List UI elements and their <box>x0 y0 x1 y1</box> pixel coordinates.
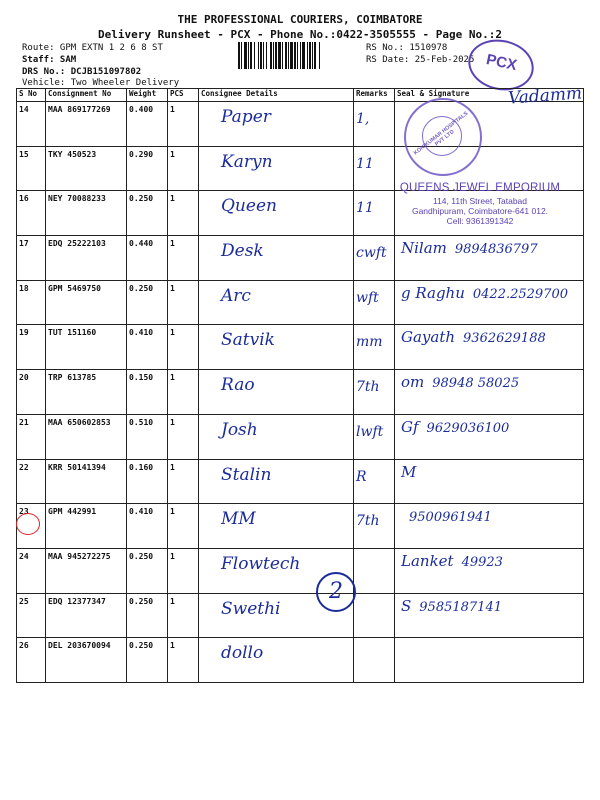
row-sno: 24 <box>17 548 46 593</box>
row-remarks-cell <box>354 638 395 683</box>
row-sno: 21 <box>17 414 46 459</box>
row-consignment-no: GPM 5469750 <box>46 280 127 325</box>
row-consignee-handwritten: Paper <box>221 107 271 127</box>
row-signature-cell <box>395 414 584 459</box>
runsheet-subtitle: Delivery Runsheet - PCX - Phone No.:0422-3505555 - Page No.:2 <box>98 28 502 41</box>
row-remarks-cell <box>354 102 395 147</box>
barcode-image <box>238 42 360 69</box>
row-pcs: 1 <box>168 102 199 147</box>
red-circle-mark <box>16 513 40 535</box>
row-signature-cell <box>395 459 584 504</box>
row-consignment-no: GPM 442991 <box>46 504 127 549</box>
drs-number: DRS No.: DCJB151097802 <box>22 67 142 77</box>
row-remark-handwritten: 7th <box>356 513 380 530</box>
queens-stamp-address1: 114, 11th Street, Tatabad <box>432 196 528 206</box>
row-phone-handwritten: 98948 58025 <box>432 376 520 392</box>
row-consignee-cell <box>199 370 354 415</box>
row-signature: Nilam <box>401 239 447 258</box>
row-consignment-no: DEL 203670094 <box>46 638 127 683</box>
queens-stamp-cell: Cell: 9361391342 <box>446 216 514 226</box>
row-weight: 0.250 <box>127 191 168 236</box>
table-row <box>17 459 584 504</box>
queens-stamp-address2: Gandhipuram, Coimbatore-641 012. <box>411 206 549 216</box>
row-phone-handwritten: 9500961941 <box>409 510 492 526</box>
row-consignee-cell <box>199 325 354 370</box>
row-weight: 0.250 <box>127 638 168 683</box>
rs-number: RS No.: 1510978 <box>366 43 448 53</box>
row-sno: 19 <box>17 325 46 370</box>
row-remarks-cell <box>354 325 395 370</box>
col-consignment: Consignment No <box>46 89 127 102</box>
row-consignee-handwritten: Desk <box>221 241 264 262</box>
row-phone-handwritten: 9585187141 <box>419 599 502 615</box>
row-consignee-cell <box>199 146 354 191</box>
row-consignee-cell <box>199 638 354 683</box>
circled-two-text: 2 <box>329 579 343 604</box>
row-consignee-handwritten: MM <box>221 509 256 530</box>
row-pcs: 1 <box>168 370 199 415</box>
row-remarks-cell <box>354 459 395 504</box>
row-remark-handwritten: mm <box>356 334 383 351</box>
row-remarks-cell <box>354 236 395 281</box>
row-consignee-cell <box>199 280 354 325</box>
row-consignee-handwritten: Rao <box>221 375 255 396</box>
row-remarks-cell <box>354 414 395 459</box>
row-pcs: 1 <box>168 504 199 549</box>
row-sno: 17 <box>17 236 46 281</box>
staff-label: Staff: SAM <box>22 55 77 65</box>
row-remark-handwritten: lwft <box>356 423 384 440</box>
row-signature: Lanket <box>401 551 454 570</box>
table-row <box>17 638 584 683</box>
row-consignment-no: MAA 869177269 <box>46 102 127 147</box>
row-consignment-no: MAA 945272275 <box>46 548 127 593</box>
row-signature: g Raghu <box>401 283 465 302</box>
row-consignee-handwritten: Karyn <box>221 151 273 172</box>
row-consignment-no: TRP 613785 <box>46 370 127 415</box>
row-sno: 26 <box>17 638 46 683</box>
row-pcs: 1 <box>168 236 199 281</box>
row-weight: 0.510 <box>127 414 168 459</box>
row-consignee-cell <box>199 459 354 504</box>
row-sno: 20 <box>17 370 46 415</box>
row-consignment-no: TUT 151160 <box>46 325 127 370</box>
row-signature: Gf <box>401 417 419 436</box>
row-pcs: 1 <box>168 191 199 236</box>
row-consignee-handwritten: Flowtech <box>221 553 301 574</box>
row-signature: om <box>401 373 425 392</box>
table-header-row <box>17 89 584 102</box>
row-consignment-no: EDQ 12377347 <box>46 593 127 638</box>
row-remarks-cell <box>354 593 395 638</box>
table-row <box>17 280 584 325</box>
row-consignment-no: KRR 50141394 <box>46 459 127 504</box>
company-title: THE PROFESSIONAL COURIERS, COIMBATORE <box>177 13 423 26</box>
table-row <box>17 593 584 638</box>
col-sno: S No <box>17 89 46 102</box>
row-remark-handwritten: R <box>356 468 367 485</box>
table-row <box>17 236 584 281</box>
top-signature: Vadamm <box>507 83 583 109</box>
row-remark-handwritten: 11 <box>356 200 374 217</box>
vehicle-label: Vehicle: Two Wheeler Delivery <box>22 78 180 88</box>
row-sno: 23 <box>17 504 46 549</box>
rs-date: RS Date: 25-Feb-2025 <box>366 55 475 65</box>
col-consignee: Consignee Details <box>199 89 354 102</box>
row-consignee-handwritten: Satvik <box>221 330 275 351</box>
row-sno: 16 <box>17 191 46 236</box>
route-label: Route: GPM EXTN 1 2 6 8 ST <box>22 43 163 53</box>
row-pcs: 1 <box>168 325 199 370</box>
row-phone-handwritten: 49923 <box>461 554 503 570</box>
row-weight: 0.250 <box>127 593 168 638</box>
row-consignee-handwritten: Josh <box>221 419 258 440</box>
row-weight: 0.250 <box>127 280 168 325</box>
row-weight: 0.410 <box>127 504 168 549</box>
row-remarks-cell <box>354 280 395 325</box>
row-signature: M <box>401 462 417 481</box>
row-pcs: 1 <box>168 548 199 593</box>
row-consignee-handwritten: Stalin <box>221 464 272 485</box>
table-row <box>17 370 584 415</box>
row-consignment-no: EDQ 25222103 <box>46 236 127 281</box>
row-remark-handwritten: 7th <box>356 379 380 396</box>
row-weight: 0.400 <box>127 102 168 147</box>
runsheet-table <box>16 88 584 683</box>
row-sno: 22 <box>17 459 46 504</box>
queens-stamp-name: QUEENS JEWEL EMPORIUM <box>399 182 561 194</box>
queens-jewel-stamp <box>380 182 580 226</box>
barcode-bar <box>320 42 321 69</box>
row-consignee-cell <box>199 102 354 147</box>
row-signature-cell <box>395 325 584 370</box>
row-signature-cell <box>395 280 584 325</box>
row-phone-handwritten: 0422.2529700 <box>472 286 568 302</box>
pcx-stamp-text: PCX <box>484 51 519 75</box>
row-consignee-handwritten: dollo <box>221 643 264 664</box>
row-consignee-handwritten: Queen <box>221 196 277 217</box>
row-sno: 25 <box>17 593 46 638</box>
col-weight: Weight <box>127 89 168 102</box>
row-signature-cell <box>395 638 584 683</box>
row-sno: 18 <box>17 280 46 325</box>
row-signature-cell <box>395 504 584 549</box>
hospital-stamp-text: KONIKUMAR HOSPITALS PVT LTD <box>412 110 470 157</box>
row-phone-handwritten: 9629036100 <box>426 420 510 436</box>
row-signature-cell <box>395 236 584 281</box>
row-weight: 0.160 <box>127 459 168 504</box>
row-weight: 0.290 <box>127 146 168 191</box>
row-consignee-cell <box>199 191 354 236</box>
row-consignee-cell <box>199 414 354 459</box>
row-remarks-cell <box>354 548 395 593</box>
table-row <box>17 414 584 459</box>
table-row <box>17 504 584 549</box>
row-pcs: 1 <box>168 638 199 683</box>
table-row <box>17 548 584 593</box>
row-consignee-handwritten: Arc <box>221 285 251 306</box>
row-signature-cell <box>395 593 584 638</box>
row-pcs: 1 <box>168 459 199 504</box>
row-weight: 0.440 <box>127 236 168 281</box>
row-pcs: 1 <box>168 146 199 191</box>
col-remarks: Remarks <box>354 89 395 102</box>
row-phone-handwritten: 9362629188 <box>463 331 546 347</box>
row-sno: 14 <box>17 102 46 147</box>
row-pcs: 1 <box>168 414 199 459</box>
row-remarks-cell <box>354 370 395 415</box>
row-weight: 0.250 <box>127 548 168 593</box>
row-weight: 0.410 <box>127 325 168 370</box>
table-row <box>17 102 584 147</box>
row-consignment-no: NEY 70088233 <box>46 191 127 236</box>
row-weight: 0.150 <box>127 370 168 415</box>
row-remark-handwritten: cwft <box>356 245 387 262</box>
circled-two-note <box>316 572 356 612</box>
row-remark-handwritten: wft <box>356 289 379 306</box>
row-pcs: 1 <box>168 593 199 638</box>
row-pcs: 1 <box>168 280 199 325</box>
hospital-round-stamp <box>404 98 482 176</box>
row-signature: S <box>401 596 412 615</box>
row-consignee-cell <box>199 504 354 549</box>
table-row <box>17 325 584 370</box>
row-remark-handwritten: 1, <box>356 111 370 127</box>
row-remark-handwritten: 11 <box>356 155 374 172</box>
row-phone-handwritten: 9894836797 <box>454 242 538 258</box>
row-signature-cell <box>395 548 584 593</box>
row-signature-cell <box>395 370 584 415</box>
row-signature: Gayath <box>401 328 456 347</box>
row-consignment-no: MAA 650602853 <box>46 414 127 459</box>
row-consignee-handwritten: Swethi <box>221 598 281 619</box>
row-consignment-no: TKY 450523 <box>46 146 127 191</box>
row-remarks-cell <box>354 504 395 549</box>
row-consignee-cell <box>199 236 354 281</box>
row-sno: 15 <box>17 146 46 191</box>
col-signature: Seal & Signature <box>395 89 584 102</box>
col-pcs: PCS <box>168 89 199 102</box>
